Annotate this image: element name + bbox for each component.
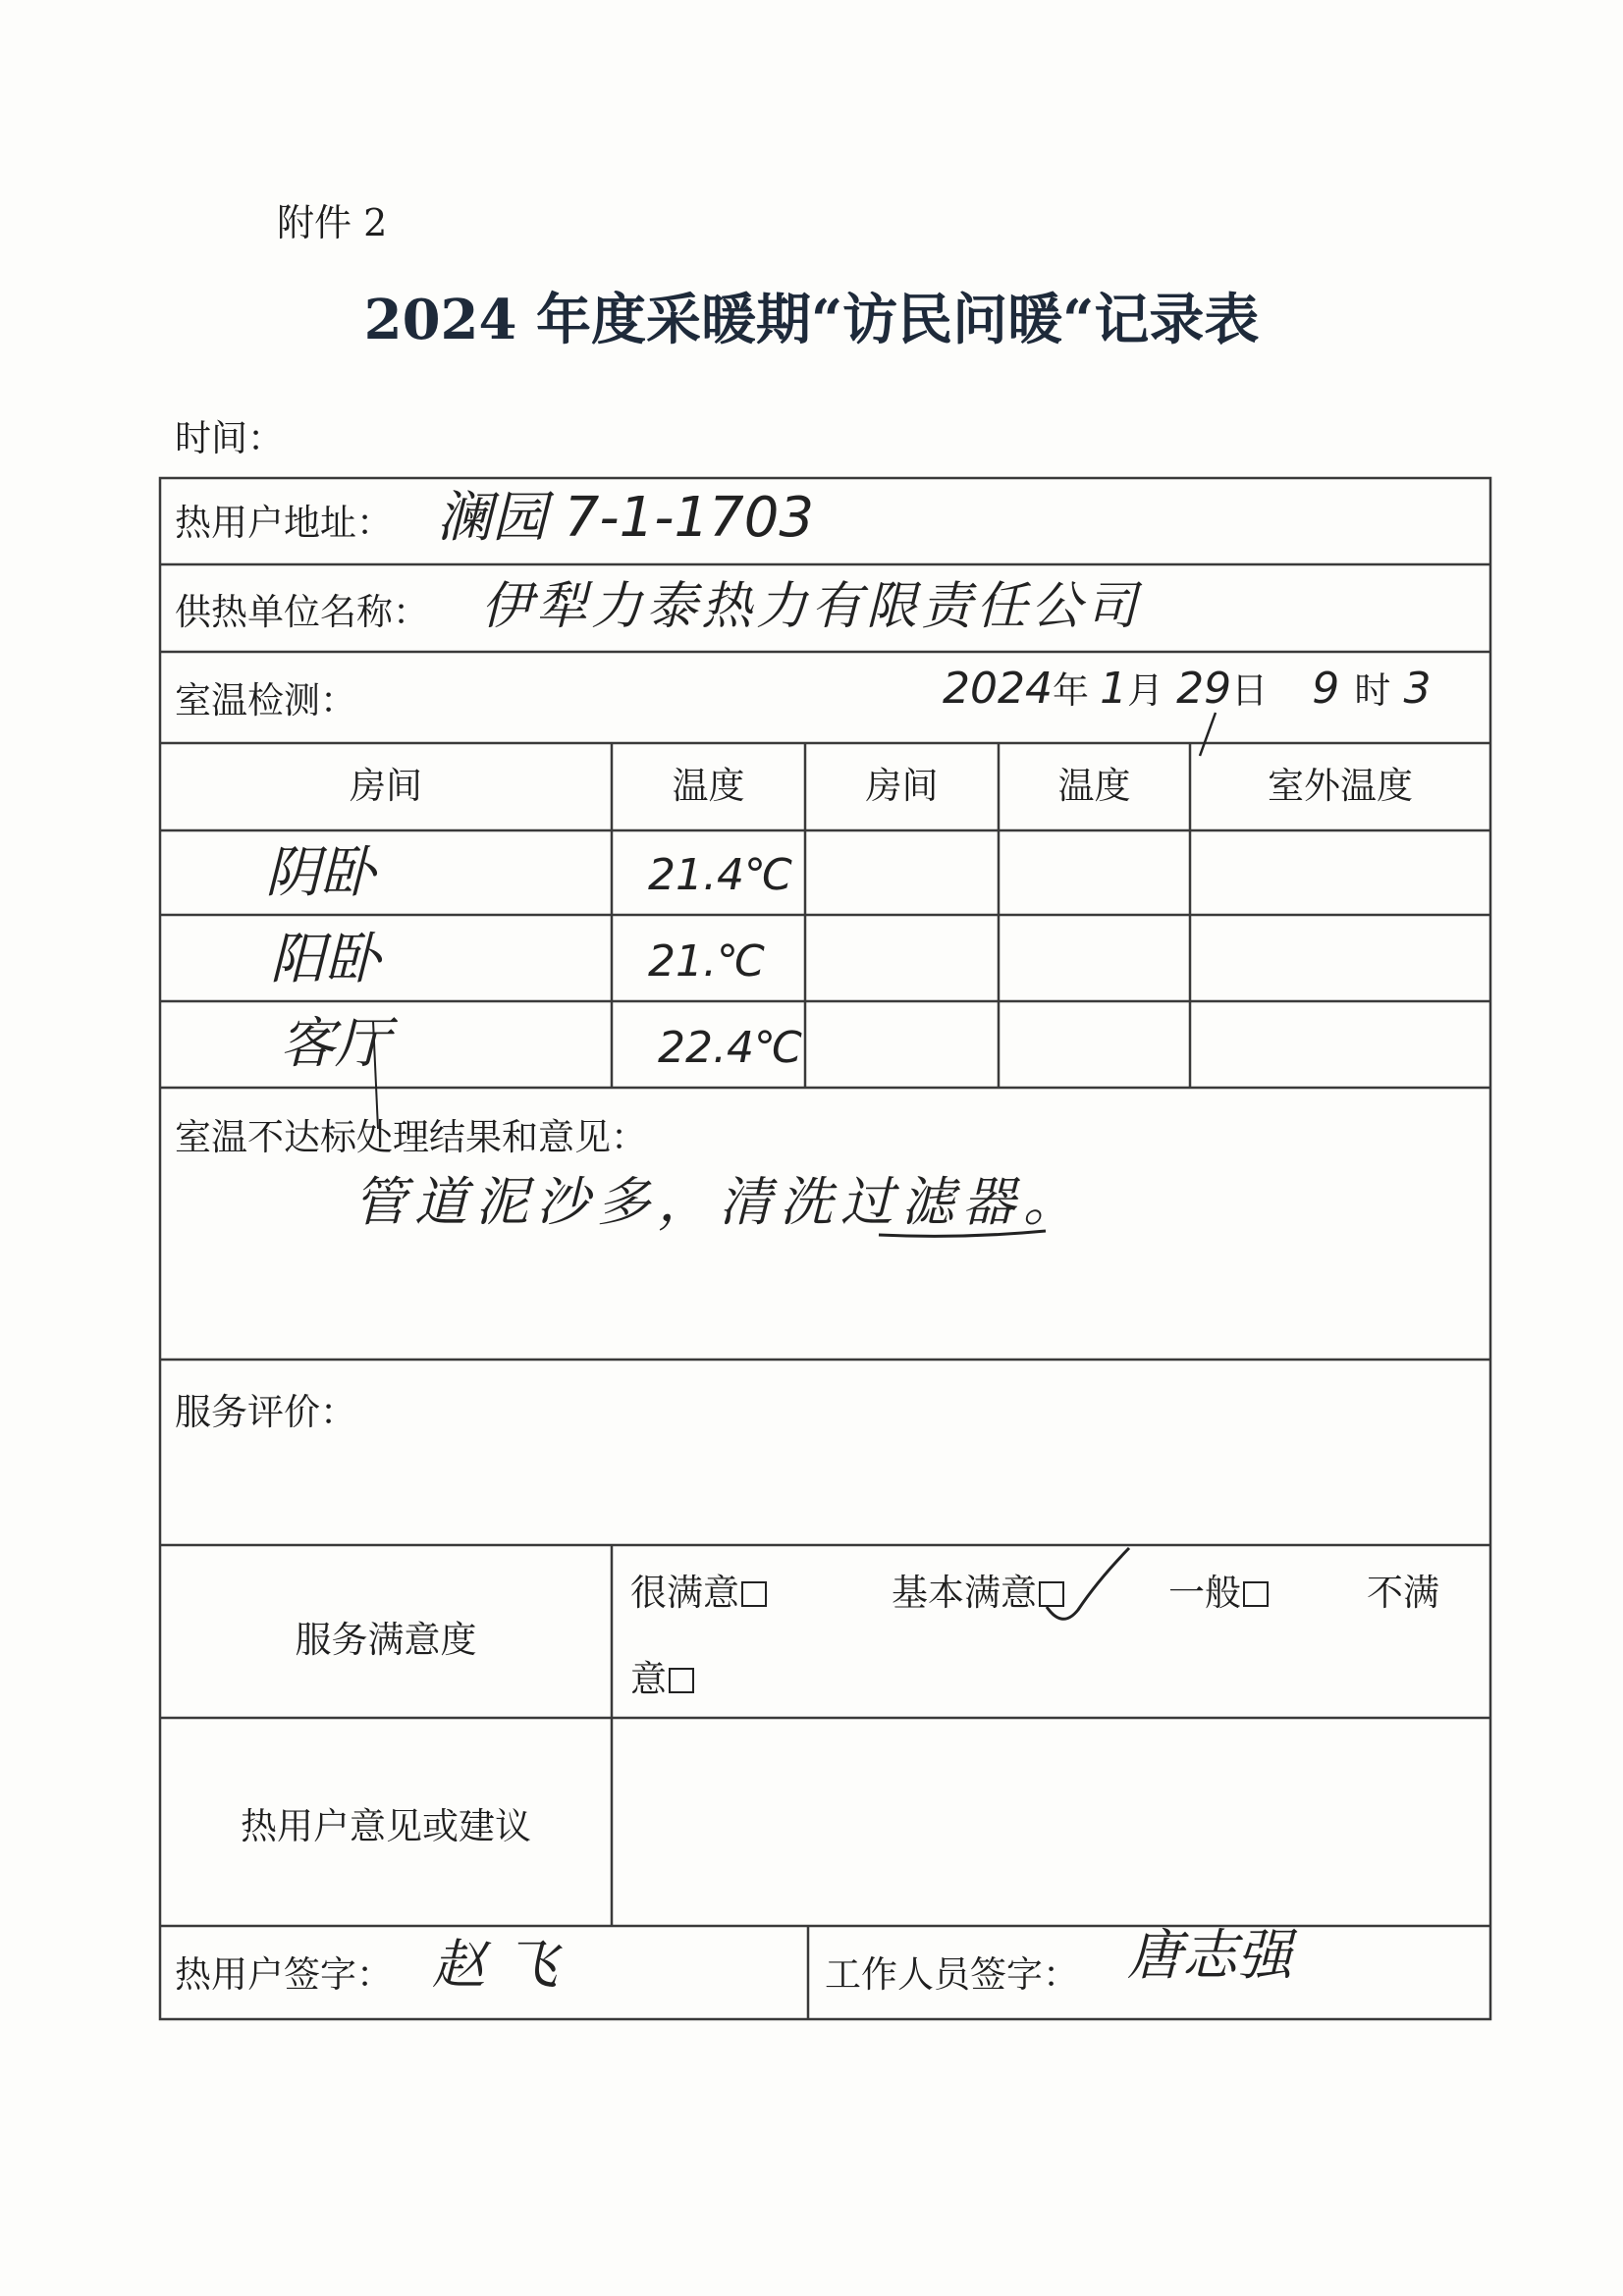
substandard-value: 管道泥沙多，清洗过滤器。 — [353, 1171, 1084, 1233]
header-outdoor-temp: 室外温度 — [1268, 765, 1413, 807]
staff-signature: 唐志强 — [1127, 1924, 1292, 1988]
suggestion-label: 热用户意见或建议 — [241, 1805, 531, 1847]
date-month: 1 — [1100, 664, 1128, 714]
header-room-1: 房间 — [350, 765, 422, 807]
option-average-label: 一般 — [1168, 1572, 1241, 1614]
header-temp-1: 温度 — [672, 765, 745, 807]
option-basically-satisfied[interactable] — [892, 1572, 1064, 1614]
option-very-satisfied-label: 很满意 — [630, 1572, 739, 1614]
satisfaction-label: 服务满意度 — [295, 1619, 477, 1661]
inspection-datetime — [943, 664, 1432, 717]
time-label: 时间： — [175, 417, 284, 459]
user-signature: 赵飞 — [432, 1934, 577, 1996]
row-1-room: 阴卧 — [265, 841, 375, 905]
row-2-room: 阳卧 — [270, 928, 380, 991]
row-1-temp: 21.4℃ — [648, 850, 793, 900]
substandard-label: 室温不达标处理结果和意见： — [175, 1116, 647, 1158]
row-3-temp: 22.4℃ — [658, 1023, 803, 1073]
attachment-label: 附件 2 — [277, 201, 388, 244]
option-dissatisfied[interactable] — [630, 1658, 694, 1700]
option-basically-satisfied-label: 基本满意 — [892, 1572, 1037, 1614]
checkbox-average[interactable] — [1243, 1581, 1269, 1607]
row-3-room: 客厅 — [280, 1012, 390, 1076]
date-year: 2024 — [943, 664, 1053, 714]
hour-suffix: 时 — [1354, 669, 1391, 712]
checkbox-basically-satisfied[interactable] — [1039, 1581, 1064, 1607]
page-title: 2024 年度采暖期“访民问暖“记录表 — [363, 288, 1260, 352]
time-minute: 3 — [1403, 664, 1432, 714]
month-suffix: 月 — [1127, 669, 1164, 712]
supplier-value: 伊犁力泰热力有限责任公司 — [481, 577, 1142, 636]
staff-sign-label: 工作人员签字： — [825, 1953, 1079, 1996]
service-eval-label: 服务评价： — [175, 1391, 356, 1433]
option-dissatisfied-part1[interactable]: 不满 — [1367, 1572, 1439, 1614]
option-average[interactable] — [1168, 1572, 1269, 1614]
address-value: 澜园 7-1-1703 — [437, 486, 814, 550]
header-room-2: 房间 — [865, 765, 939, 807]
day-suffix: 日 — [1231, 669, 1269, 712]
year-suffix: 年 — [1052, 669, 1089, 712]
checkbox-dissatisfied[interactable] — [669, 1668, 694, 1693]
time-hour: 9 — [1312, 664, 1340, 714]
row-2-temp: 21.℃ — [648, 936, 766, 987]
address-label: 热用户地址： — [175, 502, 393, 544]
supplier-label: 供热单位名称： — [175, 591, 429, 633]
user-sign-label: 热用户签字： — [175, 1953, 393, 1996]
checkbox-very-satisfied[interactable] — [741, 1581, 767, 1607]
date-day: 29 — [1176, 664, 1232, 714]
header-temp-2: 温度 — [1057, 765, 1131, 807]
option-very-satisfied[interactable] — [630, 1572, 767, 1614]
option-dissatisfied-label: 意 — [630, 1658, 667, 1700]
room-temp-label: 室温检测： — [175, 679, 356, 721]
